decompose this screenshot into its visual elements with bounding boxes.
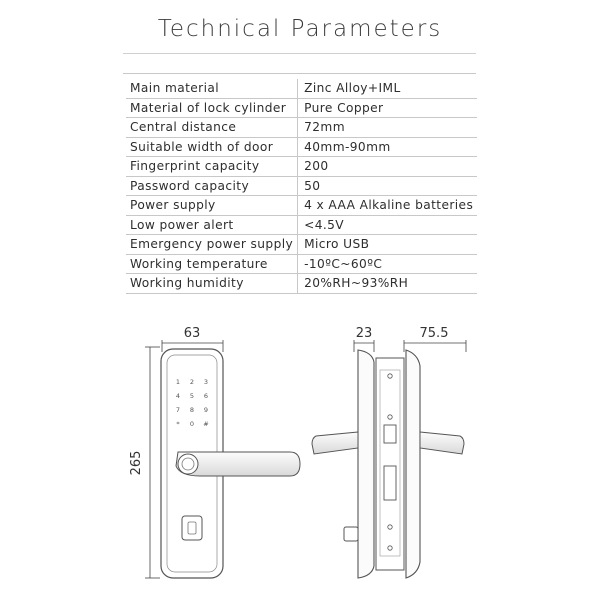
- key-knob: [344, 527, 358, 541]
- spec-value: 4 x AAA Alkaline batteries: [298, 196, 478, 216]
- keypad-key: 9: [203, 406, 209, 414]
- table-row: [126, 157, 477, 177]
- page-title: Technical Parameters: [157, 16, 443, 42]
- spec-label: Main material: [126, 79, 298, 98]
- height-label: 265: [129, 450, 144, 476]
- table-row: [126, 254, 477, 274]
- fingerprint-sensor-icon: [178, 454, 198, 474]
- keypad-key: 1: [175, 378, 181, 386]
- keypad-key: #: [203, 420, 209, 428]
- spec-value: 50: [298, 176, 478, 196]
- spec-value: 20%RH~93%RH: [298, 274, 478, 294]
- table-row: [126, 274, 477, 294]
- spec-value: Zinc Alloy+IML: [298, 79, 478, 98]
- side-depth-back-label: 75.5: [419, 326, 449, 341]
- spec-label: Suitable width of door: [126, 137, 298, 157]
- table-row: [126, 176, 477, 196]
- height-dimension: [145, 347, 160, 578]
- spec-label: Password capacity: [126, 176, 298, 196]
- spec-value: 200: [298, 157, 478, 177]
- keypad-key: 2: [189, 378, 195, 386]
- spec-value: <4.5V: [298, 215, 478, 235]
- keypad-key: 4: [175, 392, 181, 400]
- table-row: [126, 235, 477, 255]
- lock-side-view: [312, 350, 464, 578]
- table-row: [126, 215, 477, 235]
- spec-label: Working temperature: [126, 254, 298, 274]
- front-width-label: 63: [183, 326, 201, 341]
- spec-value: 72mm: [298, 118, 478, 138]
- title-divider: [123, 53, 476, 54]
- spec-value: 40mm-90mm: [298, 137, 478, 157]
- lock-front-view: [161, 349, 300, 578]
- side-depth-dimensions: [354, 340, 466, 352]
- keypad-key: 7: [175, 406, 181, 414]
- deadbolt: [384, 466, 396, 500]
- spec-label: Emergency power supply: [126, 235, 298, 255]
- spec-value: Pure Copper: [298, 98, 478, 118]
- spec-label: Power supply: [126, 196, 298, 216]
- side-handle-back: [420, 432, 464, 454]
- keypad-key: 8: [189, 406, 195, 414]
- table-row: [126, 98, 477, 118]
- keypad-key: 5: [189, 392, 195, 400]
- spec-label: Material of lock cylinder: [126, 98, 298, 118]
- table-row: [126, 137, 477, 157]
- table-row: [126, 196, 477, 216]
- side-handle-front: [312, 432, 358, 454]
- table-top-divider: [123, 73, 476, 74]
- side-depth-front-label: 23: [355, 326, 373, 341]
- spec-label: Central distance: [126, 118, 298, 138]
- spec-table: [126, 79, 477, 294]
- spec-value: Micro USB: [298, 235, 478, 255]
- keypad-key: 6: [203, 392, 209, 400]
- key-cover: [182, 516, 202, 540]
- spec-label: Working humidity: [126, 274, 298, 294]
- latch: [384, 425, 396, 443]
- keypad-key: 0: [189, 420, 195, 428]
- spec-value: -10ºC~60ºC: [298, 254, 478, 274]
- lock-dimension-drawing: [0, 300, 600, 600]
- keypad-key: *: [176, 420, 180, 428]
- table-row: [126, 79, 477, 98]
- table-row: [126, 118, 477, 138]
- keypad-key: 3: [203, 378, 209, 386]
- spec-label: Fingerprint capacity: [126, 157, 298, 177]
- spec-label: Low power alert: [126, 215, 298, 235]
